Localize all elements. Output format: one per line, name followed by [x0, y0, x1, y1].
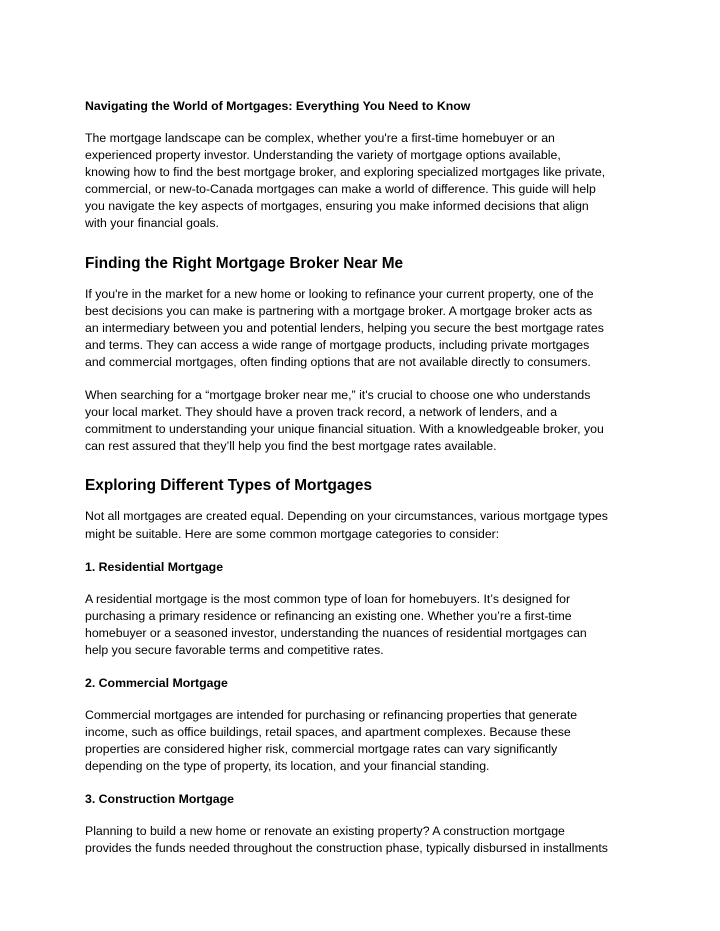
text-line: help you secure favorable terms and competitive rates. — [85, 642, 384, 657]
text-line: commercial, or new-to-Canada mortgages can make a world of difference. This guide will help — [85, 182, 596, 197]
section-heading-mortgage-types: Exploring Different Types of Mortgages — [85, 477, 373, 495]
text-line: might be suitable. Here are some common mortgage categories to consider: — [85, 526, 500, 541]
text-line: commitment to understanding your unique financial situation. With a knowledgeable broker, you — [85, 422, 604, 437]
text-line: properties are considered higher risk, commercial mortgage rates can vary significantly — [85, 742, 558, 757]
text-line: an intermediary between you and potential lenders, helping you secure the best mortgage rates — [85, 320, 604, 335]
text-line: your local market. They should have a proven track record, a network of lenders, and a — [85, 405, 558, 420]
construction-mortgage-paragraph — [85, 823, 645, 857]
text-line: When searching for a “mortgage broker near me,” it's crucial to choose one who understands — [85, 388, 591, 403]
document-title: Navigating the World of Mortgages: Everything You Need to Know — [85, 99, 471, 113]
text-line: can rest assured that they’ll help you find the best mortgage rates available. — [85, 439, 497, 454]
text-line: Commercial mortgages are intended for purchasing or refinancing properties that generate — [85, 707, 578, 722]
text-line: purchasing a primary residence or refinancing an existing one. Whether you’re a first-time — [85, 608, 572, 623]
text-line: and terms. They can access a wide range of mortgage products, including private mortgages — [85, 337, 590, 352]
text-line: best decisions you can make is partnering with a mortgage broker. A mortgage broker acts as — [85, 303, 593, 318]
broker-paragraph-2 — [85, 387, 645, 455]
text-line: you navigate the key aspects of mortgages, ensuring you make informed decisions that align — [85, 199, 589, 214]
broker-paragraph-1 — [85, 286, 645, 371]
text-line: Planning to build a new home or renovate an existing property? A construction mortgage — [85, 824, 565, 839]
intro-paragraph — [85, 130, 645, 233]
text-line: depending on the type of property, its location, and your financial standing. — [85, 759, 490, 774]
subheading-commercial-mortgage: 2. Commercial Mortgage — [85, 675, 228, 690]
mortgage-types-intro — [85, 508, 645, 542]
residential-mortgage-paragraph — [85, 591, 645, 659]
subheading-construction-mortgage: 3. Construction Mortgage — [85, 792, 234, 807]
text-line: income, such as office buildings, retail spaces, and apartment complexes. Because these — [85, 725, 571, 740]
text-line: provides the funds needed throughout the construction phase, typically disbursed in installments — [85, 841, 608, 856]
text-line: with your financial goals. — [85, 216, 219, 231]
text-line: The mortgage landscape can be complex, whether you're a first-time homebuyer or an — [85, 131, 555, 145]
text-line: knowing how to find the best mortgage broker, and exploring specialized mortgages like private, — [85, 165, 606, 180]
section-heading-broker: Finding the Right Mortgage Broker Near Me — [85, 254, 404, 272]
subheading-residential-mortgage: 1. Residential Mortgage — [85, 559, 224, 574]
text-line: homebuyer or a seasoned investor, understanding the nuances of residential mortgages can — [85, 625, 587, 640]
text-line: experienced property investor. Understanding the variety of mortgage options available, — [85, 148, 561, 163]
document-page — [85, 98, 645, 874]
text-line: Not all mortgages are created equal. Depending on your circumstances, various mortgage types — [85, 509, 608, 524]
commercial-mortgage-paragraph — [85, 707, 645, 775]
text-line: If you're in the market for a new home or looking to refinance your current property, one of the — [85, 286, 594, 301]
text-line: and commercial mortgages, often finding options that are not available directly to consumers. — [85, 354, 591, 369]
text-line: A residential mortgage is the most common type of loan for homebuyers. It’s designed for — [85, 591, 571, 606]
